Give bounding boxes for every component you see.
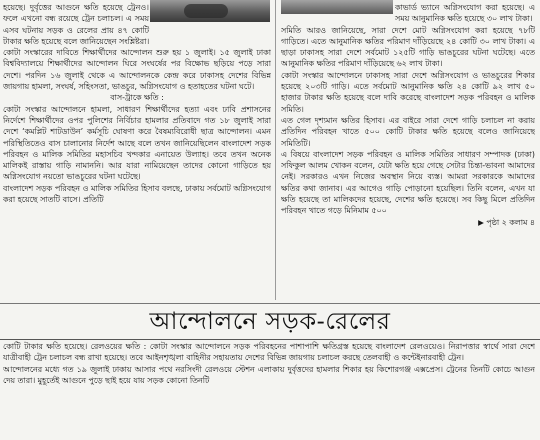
photo-space-left [149, 2, 271, 25]
paragraph: কোটা সংস্কার আন্দোলনে হামলা, সাধারণ শিক্ষার্থীদের হত্যা এবং ঢাবি প্রশাসনের নির্দেশে শিক্ষার্থীদের ওপর পুলিশের নির্বিচার হামলার প্রতিবাদে গত ১৮ জুলাই সারা দেশে ‘কমপ্লিট শাটডাউন’ কর্মসূচি ঘোষণা করে বৈষম্যবিরোধী ছাত্র আন্দোলন। এমন পরিস্থিতিতেও বাস চালানোর নির্দেশ আছে বলে তখন জানিয়েছিলেন বাংলাদেশ সড়ক পরিবহন ও মালিক সমিতির মহাসচিব খন্দকার এনায়েত উল্যাহ। তবে তখন অনেক মালিকই রাস্তায় গাড়ি নামাননি। আর যারা নামিয়েছেন তাদের কোনো গাড়িতে হয় অগ্নিসংযোগ নয়তো ভাঙচুরের ঘটনা ঘটেছে। [3, 104, 271, 182]
continuation-marker [281, 217, 535, 228]
triangle-icon: ▶ [478, 217, 484, 227]
article-bottom-section [3, 341, 535, 440]
paragraph: কোটা সংস্কার আন্দোলনে ঢাকাসহ সারা দেশে অগ্নিসংযোগ ও ভাঙচুরের শিকার হয়েছে ২০৩টি গাড়ি। এতে সর্বমোট আনুমানিক ক্ষতি ২৪ কোটি ৯২ লাখ ৫০ হাজার টাকার ক্ষতি হয়েছে বলে দাবি করেছে বাংলাদেশ সড়ক পরিবহন ও মালিক সমিতি। [281, 70, 535, 114]
article-left-column [3, 2, 271, 298]
paragraph: বাংলাদেশ সড়ক পরিবহন ও মালিক সমিতির হিসাব বলছে, ঢাকায় সর্বমোট অগ্নিসংযোগ করা হয়েছে সাতটি বাসে। প্রতিটি [3, 183, 271, 205]
article-right-column [281, 2, 535, 302]
photo-space-right [281, 2, 395, 16]
continuation-headline: আন্দোলনে সড়ক-রেলের [149, 307, 391, 335]
paragraph: এ বিষয়ে বাংলাদেশ সড়ক পরিবহন ও মালিক সমিতির সাধারণ সম্পাদক (ঢাকা) সফিকুল আলম খোকন বলেন, যেটা ক্ষতি হয়ে গেছে সেটার চিন্তা-ভাবনা আমাদের নেই। সরকারও এখন নিজের অবস্থান নিয়ে ব্যস্ত। আমরা সরকারকে আমাদের ক্ষতির কথা জানাব। এর আগেও গাড়ি পোড়ানো হয়েছিল। তিনি বলেন, এখন যা ক্ষতি হয়েছে তা মালিকদের হয়েছে, দেশের ক্ষতি হয়েছে। সব কিছু মিলে প্রতিদিন পরিবহন খাতে গড়ে মিনিমাম ৫০০ [281, 149, 535, 216]
paragraph: হয়েছে। দুর্বৃত্তের আগুনে ক্ষতি হয়েছে ট্রেনও। ফলে এখনো বন্ধ রয়েছে ট্রেন চলাচল। এ সময় এসব ঘটনায় সড়ক ও রেলের প্রায় ৪৭ কোটি টাকার ক্ষতি হয়েছে বলে জানিয়েছেন সংশ্লিষ্টরা। [3, 3, 150, 46]
paragraph: সমিতি আরও জানিয়েছে, সারা দেশে মোট অগ্নিসংযোগ করা হয়েছে ৭৮টি গাড়িতে। এতে আনুমানিক ক্ষতির পরিমাণ দাঁড়িয়েছে ২৪ কোটি ৩০ লাখ টাকা। এ ছাড়া ঢাকাসহ সারা দেশে সর্বমোট ১২৫টি গাড়ি ভাঙচুরের ঘটনা ঘটেছে। এতে আনুমানিক ক্ষতির পরিমাণ দাঁড়িয়েছে ৬২ লাখ টাকা। [281, 25, 535, 69]
headline-rule [0, 339, 540, 340]
column-divider [275, 0, 276, 300]
paragraph: কোটি টাকার ক্ষতি হয়েছে। রেলওয়ের ক্ষতি : কোটা সংস্কার আন্দোলনে সড়ক পরিবহনের পাশাপাশি ক্ষতিগ্রস্ত হয়েছে বাংলাদেশ রেলওয়েও। নিরাপত্তার স্বার্থে সারা দেশে যাত্রীবাহী ট্রেন চলাচল বন্ধ রাখা হয়েছে। তবে আইনশৃঙ্খলা বাহিনীর সহায়তায় দেশের বিভিন্ন জায়গায় চলাচল করছে তেলবাহী ও কন্টেইনারবাহী ট্রেন। [3, 342, 535, 363]
paragraph: এত গেল দৃশ্যমান ক্ষতির হিসাব। এর বাইরে সারা দেশে গাড়ি চলাচল না করায় প্রতিদিন পরিবহন খাতে ৫০০ কোটি টাকার ক্ষতি হয়েছে বলেও জানিয়েছে সমিতিটি। [281, 115, 535, 148]
subheading: বাস-ট্রাকে ক্ষতি : [110, 93, 164, 103]
paragraph: কাভার্ড ভ্যানে অগ্নিসংযোগ করা হয়েছে। এ সময় আনুমানিক ক্ষতি হয়েছে ৩০ লাখ টাকা। [395, 3, 535, 24]
paragraph: আন্দোলনের মধ্যে গত ১৯ জুলাই ঢাকায় আসার পথে নরসিংদী রেলওয়ে স্টেশন এলাকায় দুর্বৃত্তদের হামলার শিকার হয় কিশোরগঞ্জ এক্সপ্রেস। ট্রেনের তিনটি কোচে আগুন দেয় তারা। মুহূর্তেই আগুনে পুড়ে ছাই হয়ে যায় সড়ক কোনো তিনটি [3, 364, 535, 385]
section-rule [0, 303, 540, 304]
paragraph: কোটা সংস্কারের দাবিতে শিক্ষার্থীদের আন্দোলন শুরু হয় ১ জুলাই। ১৫ জুলাই ঢাকা বিশ্ববিদ্যালয়ে শিক্ষার্থীদের আন্দোলন ঘিরে সংঘর্ষের পর বিক্ষোভ ছড়িয়ে পড়ে সারা দেশে। পরদিন ১৬ জুলাই থেকে এ আন্দোলনকে কেন্দ্র করে ঢাকাসহ দেশের বিভিন্ন জায়গায় হামলা, সংঘর্ষ, সহিংসতা, ভাঙচুর, অগ্নিসংযোগ ও হতাহতের ঘটনা ঘটে। [3, 48, 271, 92]
continuation-text: পৃষ্ঠা ২ কলাম ৪ [486, 217, 535, 227]
